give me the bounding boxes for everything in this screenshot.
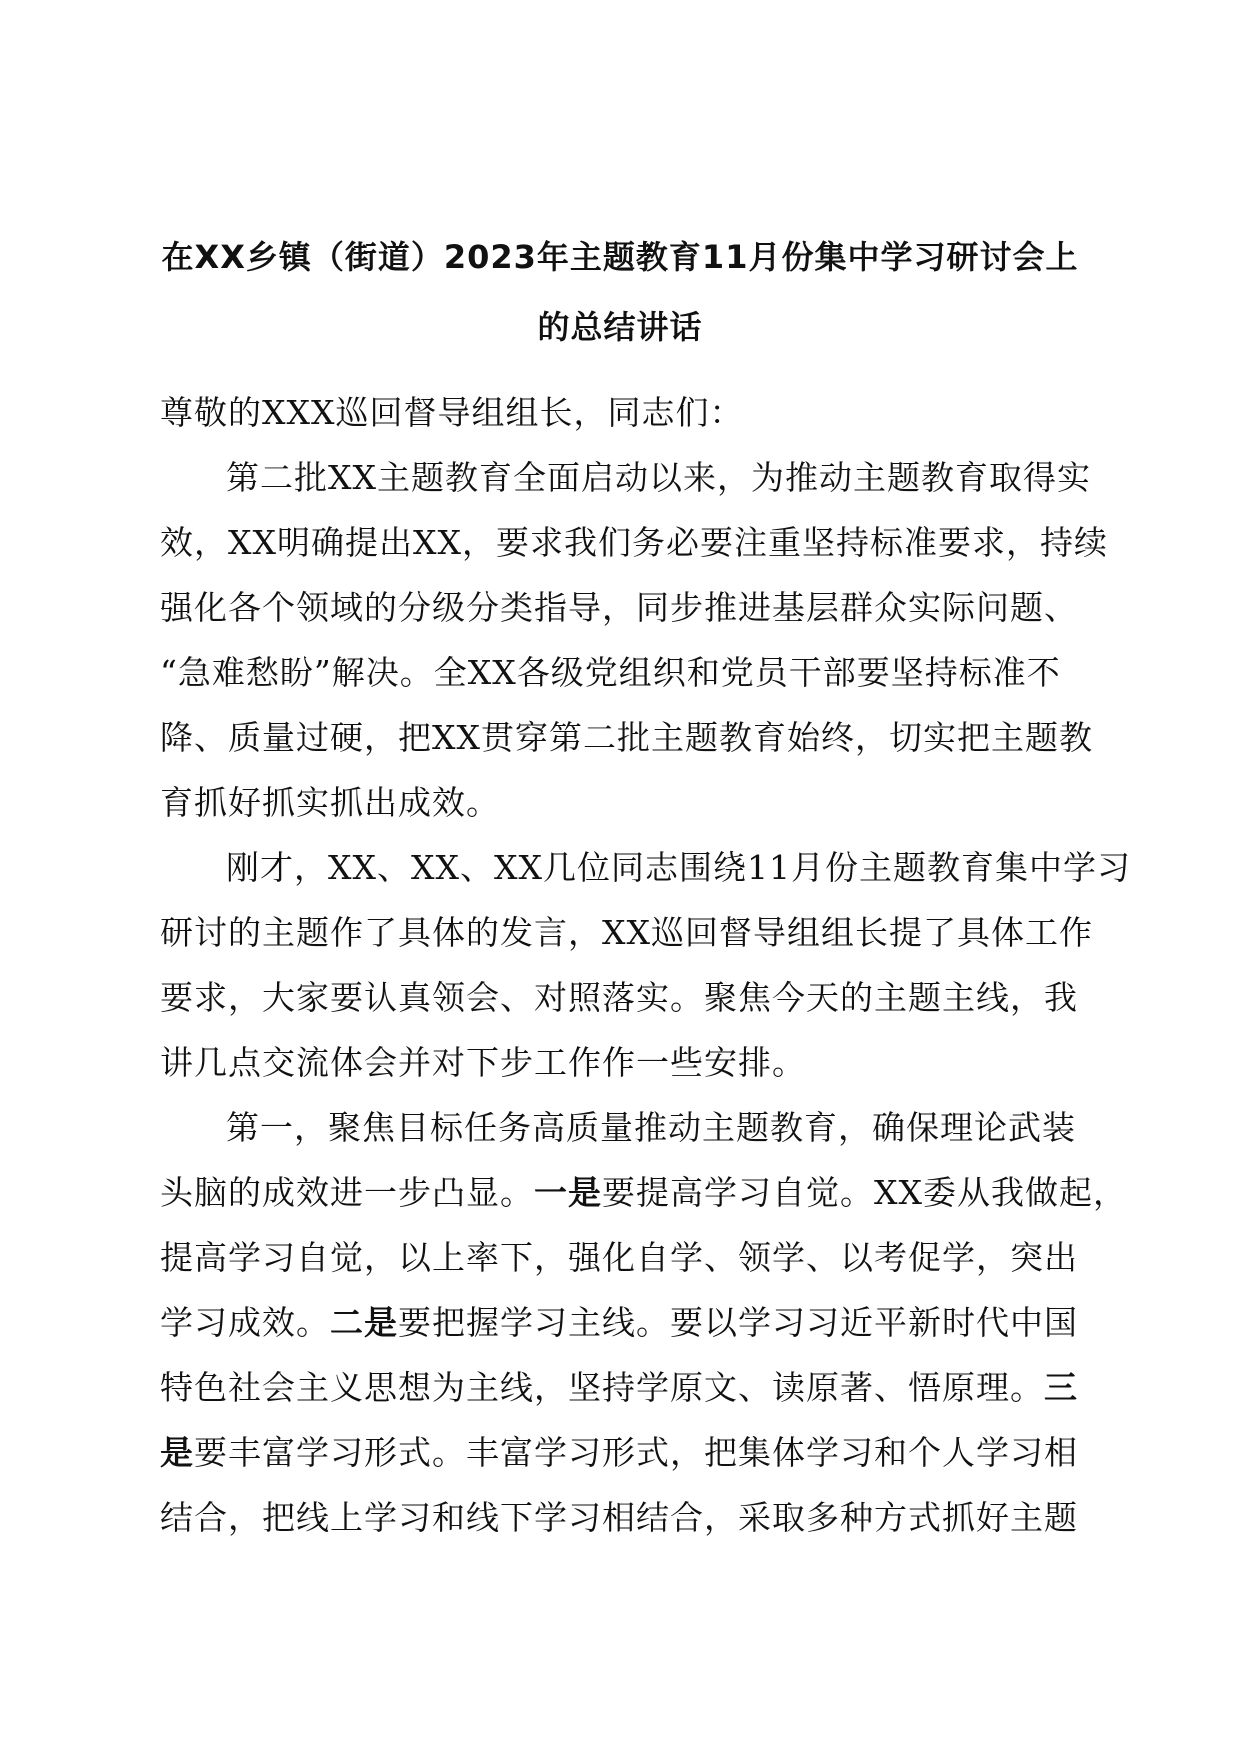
paragraph-3 (160, 1095, 1127, 1550)
text-run: 要提高学习自觉。XX委从我做起， (602, 1173, 1127, 1212)
paragraph-line: 要求，大家要认真领会、对照落实。聚焦今天的主题主线，我 (160, 978, 1078, 1017)
text-run: 学习成效。 (160, 1303, 330, 1342)
paragraph-line: 讲几点交流体会并对下步工作作一些安排。 (160, 1043, 806, 1082)
emphasis-marker: 二是 (330, 1303, 398, 1342)
text-run: 特色社会主义思想为主线，坚持学原文、读原著、悟原理。 (160, 1368, 1044, 1407)
paragraph-2 (160, 835, 1131, 1095)
salutation: 尊敬的XXX巡回督导组组长，同志们： (160, 393, 744, 432)
text-run: 头脑的成效进一步凸显。 (160, 1173, 534, 1212)
paragraph-line: 研讨的主题作了具体的发言，XX巡回督导组组长提了具体工作 (160, 913, 1093, 952)
text-run: 要丰富学习形式。丰富学习形式，把集体学习和个人学习相 (194, 1433, 1078, 1472)
document-title (150, 222, 1090, 362)
paragraph-line: 第二批XX主题教育全面启动以来，为推动主题教育取得实 (226, 458, 1091, 497)
paragraph-line: 降、质量过硬，把XX贯穿第二批主题教育始终，切实把主题教 (160, 718, 1093, 757)
paragraph-line: “急难愁盼”解决。全XX各级党组织和党员干部要坚持标准不 (160, 653, 1061, 692)
paragraph-1 (160, 445, 1108, 835)
emphasis-marker: 一是 (534, 1173, 602, 1212)
emphasis-marker: 是 (160, 1433, 194, 1472)
title-line-1: 在XX乡镇（街道）2023年主题教育11月份集中学习研讨会上 (161, 238, 1079, 276)
paragraph-line: 结合，把线上学习和线下学习相结合，采取多种方式抓好主题 (160, 1498, 1078, 1537)
paragraph-line: 育抓好抓实抓出成效。 (160, 783, 500, 822)
paragraph-line: 提高学习自觉，以上率下，强化自学、领学、以考促学，突出 (160, 1238, 1078, 1277)
paragraph-line: 第一，聚焦目标任务高质量推动主题教育，确保理论武装 (226, 1108, 1076, 1147)
title-line-2: 的总结讲话 (537, 308, 703, 346)
paragraph-line (160, 1420, 1080, 1485)
paragraph-line: 效，XX明确提出XX，要求我们务必要注重坚持标准要求，持续 (160, 523, 1108, 562)
text-run: 要把握学习主线。要以学习习近平新时代中国 (398, 1303, 1078, 1342)
emphasis-marker: 三 (1044, 1368, 1078, 1407)
paragraph-line (160, 1290, 1080, 1355)
paragraph-line (160, 1355, 1080, 1420)
paragraph-line (160, 1160, 1127, 1225)
paragraph-line: 刚才，XX、XX、XX几位同志围绕11月份主题教育集中学习 (226, 848, 1131, 887)
document-body (160, 380, 1131, 1550)
paragraph-line: 强化各个领域的分级分类指导，同步推进基层群众实际问题、 (160, 588, 1078, 627)
